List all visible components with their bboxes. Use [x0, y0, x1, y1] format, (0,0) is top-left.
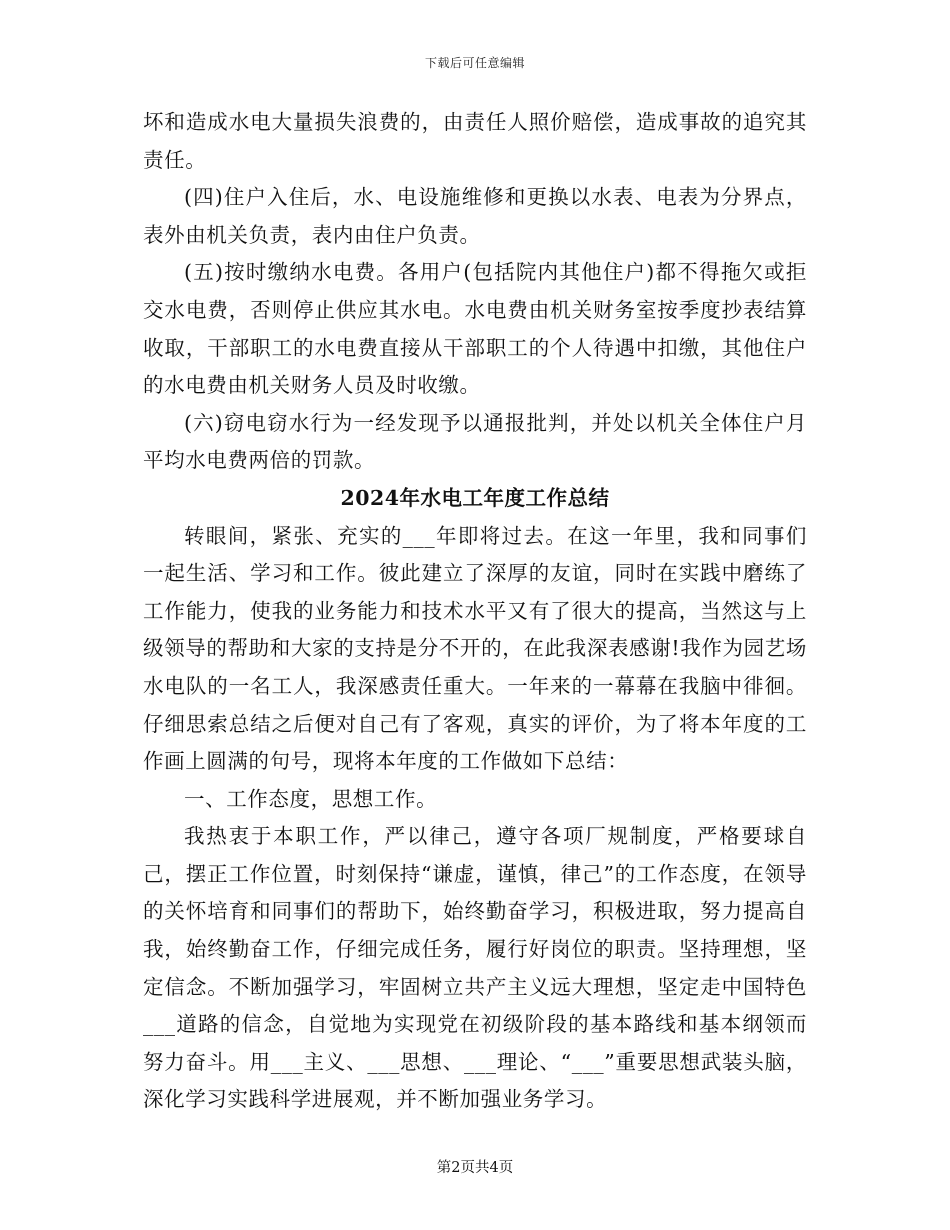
paragraph-item-5: (五)按时缴纳水电费。各用户(包括院内其他住户)都不得拖欠或拒交水电费，否则停止供应其水电。水电费由机关财务室按季度抄表结算收取，干部职工的水电费直接从干部职工的个人待遇中扣缴，其他住户的水电费由机关财务人员及时收缴。	[143, 260, 807, 398]
document-body	[143, 104, 807, 1119]
paragraph-item-4: (四)住户入住后，水、电设施维修和更换以水表、电表为分界点，表外由机关负责，表内由住户负责。	[143, 185, 807, 247]
paragraph-intro: 转眼间，紧张、充实的___年即将过去。在这一年里，我和同事们一起生活、学习和工作。彼此建立了深厚的友谊，同时在实践中磨练了工作能力，使我的业务能力和技术水平又有了很大的提高，当然这与上级领导的帮助和大家的支持是分不开的，在此我深表感谢!我作为园艺场水电队的一名工人，我深感责任重大。一年来的一幕幕在我脑中徘徊。仔细思索总结之后便对自己有了客观，真实的评价，为了将本年度的工作画上圆满的句号，现将本年度的工作做如下总结：	[143, 523, 807, 774]
section-heading-attitude: 一、工作态度，思想工作。	[184, 786, 438, 811]
paragraph-attitude: 我热衷于本职工作，严以律己，遵守各项厂规制度，严格要球自己，摆正工作位置，时刻保持“谦虚，谨慎，律己”的工作态度，在领导的关怀培育和同事们的帮助下，始终勤奋学习，积极进取，努力提高自我，始终勤奋工作，仔细完成任务，履行好岗位的职责。坚持理想，坚定信念。不断加强学习，牢固树立共产主义远大理想，坚定走中国特色___道路的信念，自觉地为实现党在初级阶段的基本路线和基本纲领而努力奋斗。用___主义、___思想、___理论、“___”重要思想武装头脑，深化学习实践科学进展观，并不断加强业务学习。	[143, 824, 807, 1112]
page-header-note: 下载后可任意编辑	[424, 56, 525, 70]
paragraph-item-6: (六)窃电窃水行为一经发现予以通报批判，并处以机关全体住户月平均水电费两倍的罚款。	[143, 410, 807, 473]
document-title: 2024年水电工年度工作总结	[340, 485, 610, 510]
paragraph-continuation: 坏和造成水电大量损失浪费的，由责任人照价赔偿，造成事故的追究其责任。	[143, 110, 807, 172]
page-number: 第2页共4页	[436, 1160, 514, 1176]
